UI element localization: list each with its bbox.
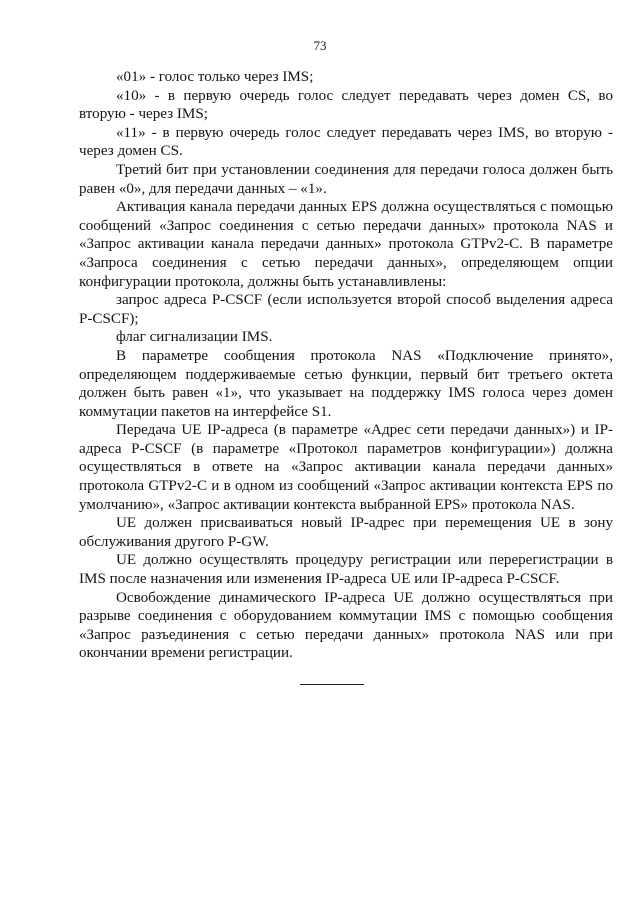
paragraph-registration: UE должно осуществлять процедуру регистрации или перерегистрации в IMS после назначения или изменения IP-адреса UE или IP-адреса P-CSCF. (79, 552, 613, 588)
paragraph-nas-accept: В параметре сообщения протокола NAS «Подключение принято», определяющем поддерживаемые сетью функции, первый бит третьего октета должен быть равен «1», что указывает на поддержку IMS голоса через домен коммутации пакетов на интерфейсе S1. (79, 347, 613, 420)
paragraph-pcscf-request: запрос адреса P-CSCF (если используется второй способ выделения адреса P-CSCF); (79, 292, 613, 327)
paragraph-ims-flag: флаг сигнализации IMS. (116, 329, 273, 346)
paragraph-option-01: «01» - голос только через IMS; (116, 69, 314, 85)
paragraph-ip-release: Освобождение динамического IP-адреса UE должно осуществляться при разрыве соединения с оборудованием коммутации IMS с помощью сообщения «Запрос разъединения с сетью передачи данных» протокола NAS или при окончании времени регистрации. (79, 589, 613, 662)
end-divider (300, 684, 364, 685)
document-body (79, 68, 613, 663)
page-number: 73 (313, 38, 327, 53)
paragraph-ip-transfer: Передача UE IP-адреса (в параметре «Адрес сети передачи данных») и IP-адреса P-CSCF (в параметре «Протокол параметров конфигурации») должна осуществляться в ответе на «Запрос активации канала передачи данных» протокола GTPv2-C и в одном из сообщений «Запрос активации контекста EPS по умолчанию», «Запрос активации контекста выбранной EPS» протокола NAS. (79, 422, 613, 513)
paragraph-third-bit: Третий бит при установлении соединения для передачи голоса должен быть равен «0», для передачи данных – «1». (79, 161, 613, 197)
paragraph-option-11: «11» - в первую очередь голос следует передавать через IMS, во вторую - через домен CS. (79, 124, 613, 160)
paragraph-eps-activation: Активация канала передачи данных EPS должна осуществляться с помощью сообщений «Запрос соединения с сетью передачи данных» протокола NAS и «Запрос активации канала передачи данных» протокола GTPv2-C. В параметре «Запроса соединения с сетью передачи данных», определяющем опции конфигурации протокола, должны быть устанавливлены: (79, 199, 613, 290)
paragraph-new-ip: UE должен присваиваться новый IP-адрес при перемещения UE в зону обслуживания другого P-GW. (79, 515, 613, 550)
paragraph-option-10: «10» - в первую очередь голос следует передавать через домен CS, во вторую - через IMS; (79, 87, 613, 123)
